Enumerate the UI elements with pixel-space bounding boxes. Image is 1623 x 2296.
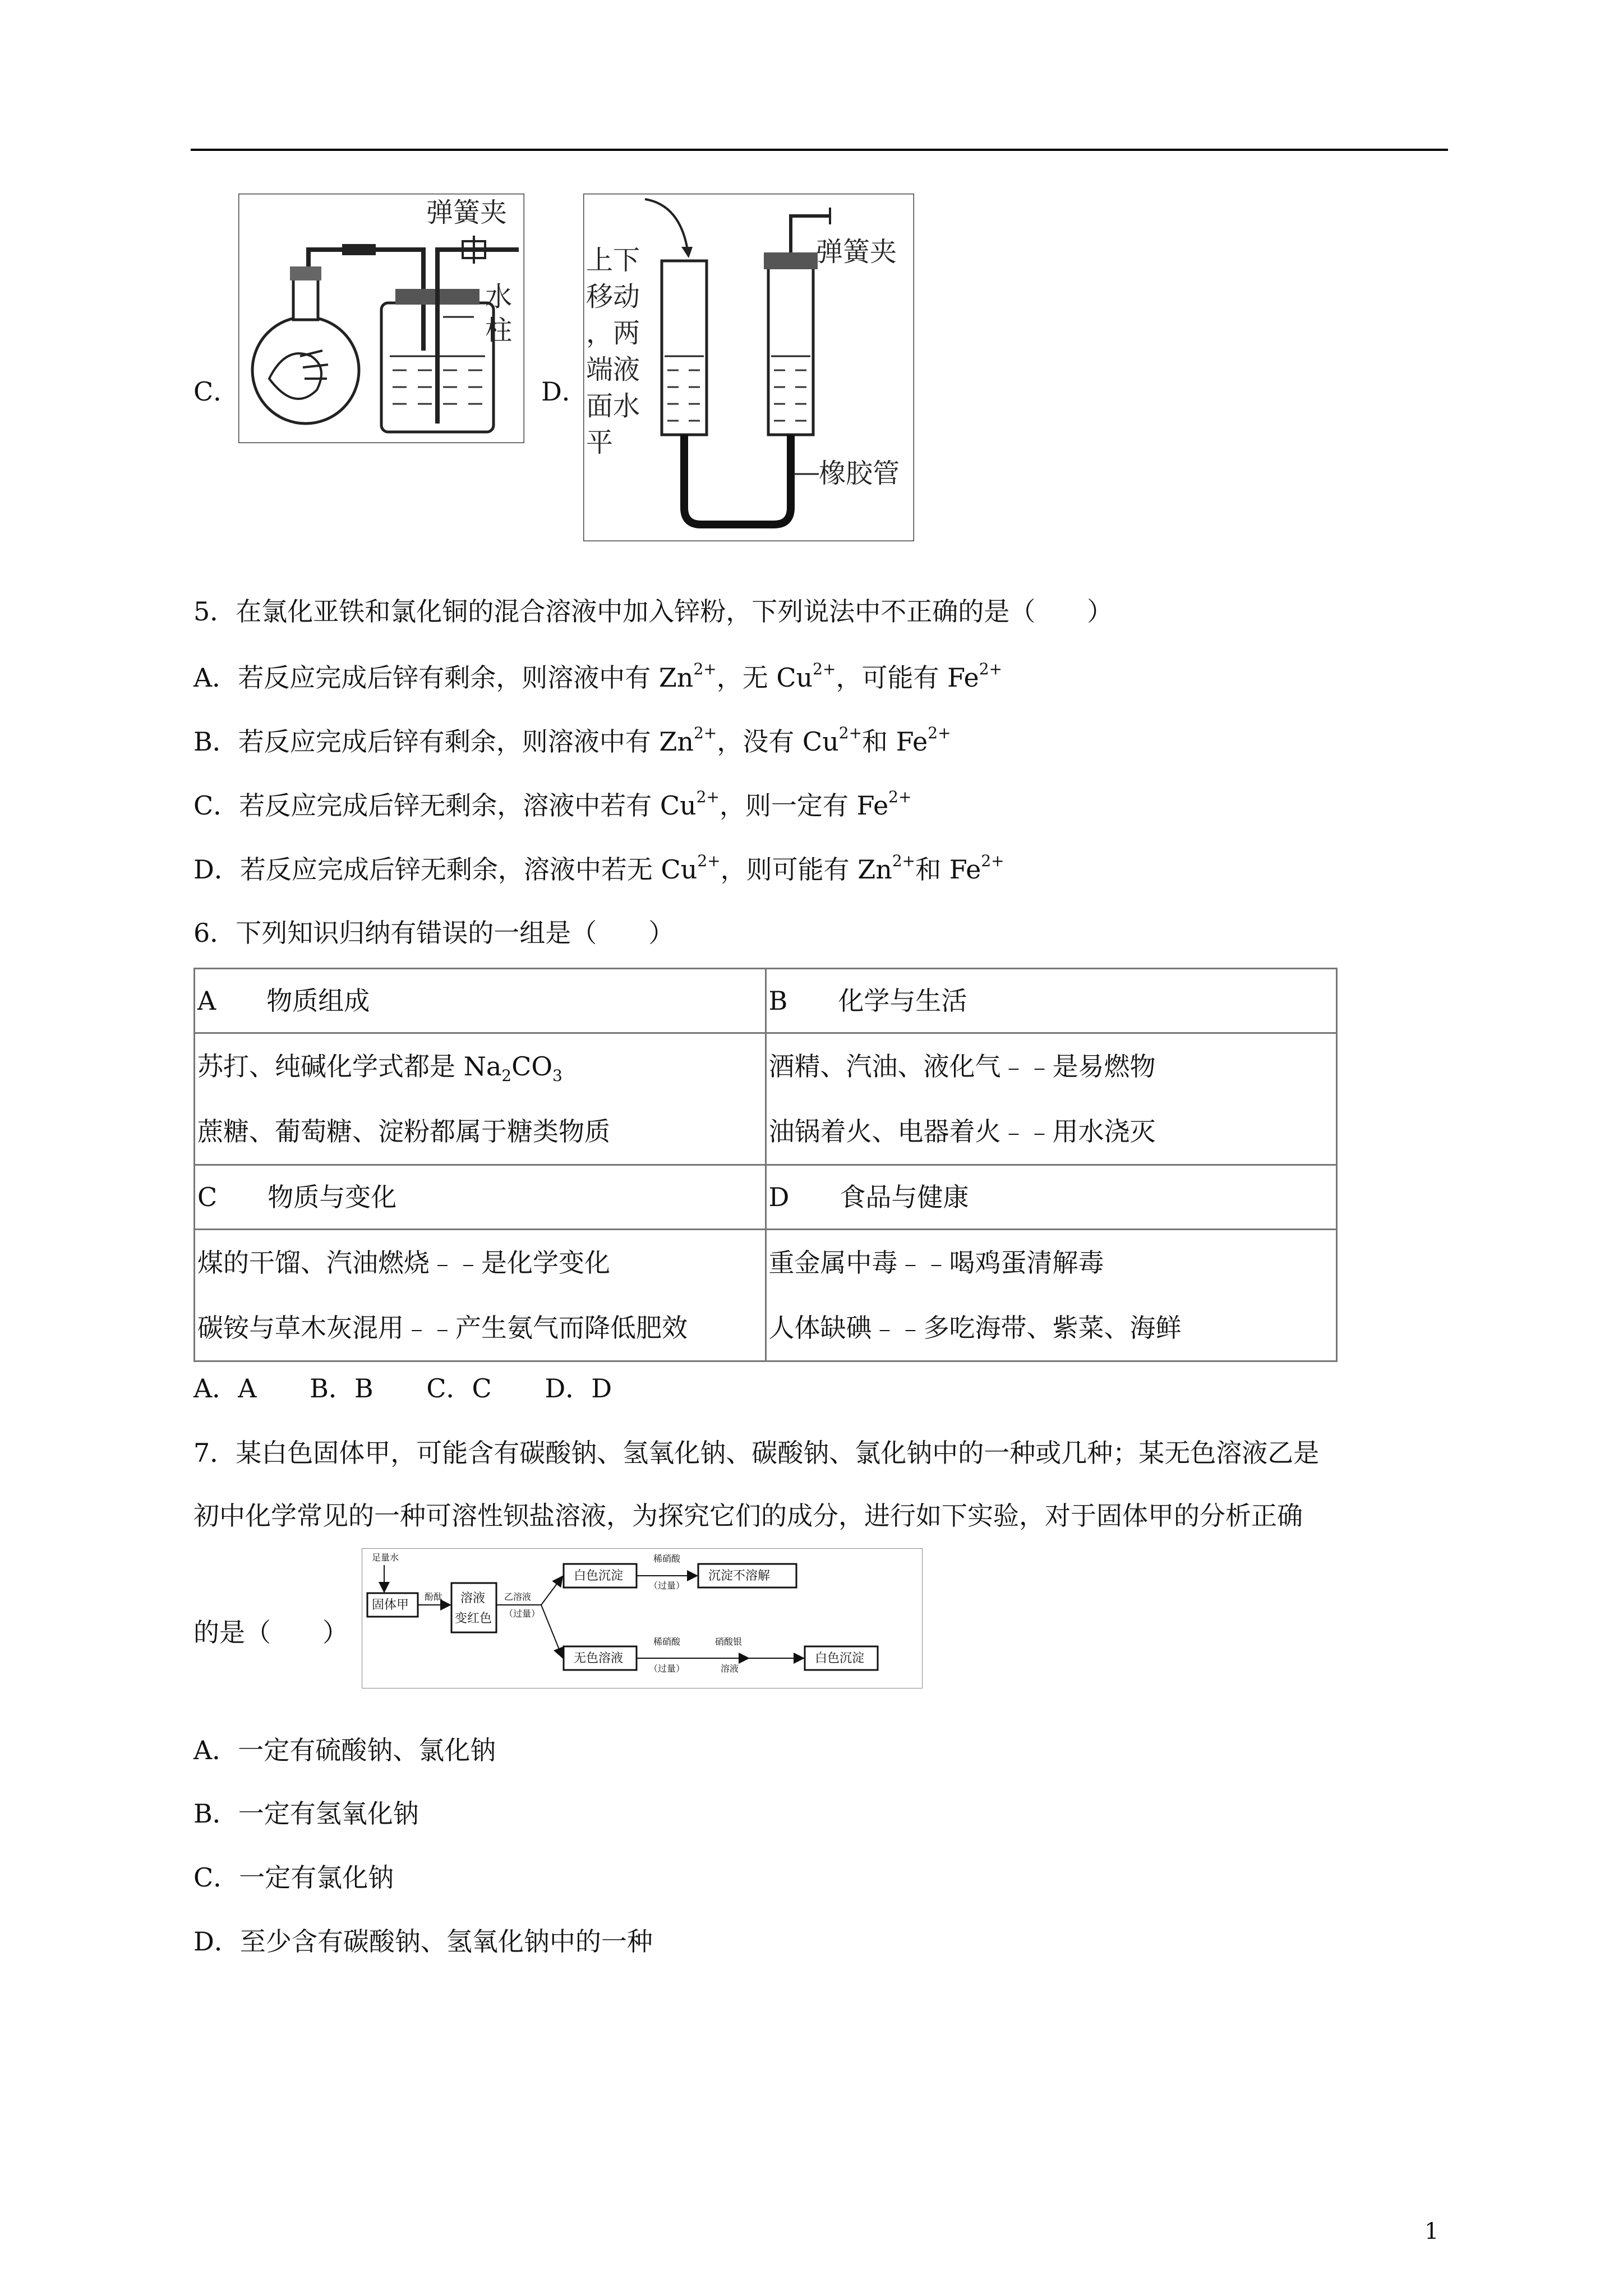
figure-c-apparatus [238,194,524,443]
q7-stem-line3: 的是（ ） [193,1617,348,1648]
table-body-b: 酒精、汽油、液化气﹣﹣是易燃物 油锅着火、电器着火﹣﹣用水浇灭 [766,1033,1337,1165]
flow-phenol: 酚酞 [425,1591,443,1602]
q6-stem: 6．下列知识归纳有错误的一组是（ ） [193,918,675,948]
flow-dil-acid1: 稀硝酸 [653,1553,681,1564]
header-rule [191,149,1448,151]
flow-white-ppt2: 白色沉淀 [815,1651,865,1665]
page-number: 1 [1424,2219,1439,2244]
q7-flowchart [362,1548,923,1688]
q5-option-a: A．若反应完成后锌有剩余，则溶液中有 $Zn^{2+}$，无 $Cu^{2+}$，可能有 $Fe^{2+}$ [193,660,1002,693]
d-move-text-2: 移动 [586,281,640,312]
d-spring-clamp-label: 弹簧夹 [816,236,897,268]
c-spring-clamp-label: 弹簧夹 [426,197,508,228]
q6-answers [193,1372,657,1405]
option-d-label: D． [541,376,588,407]
c-water-col-label-2: 柱 [485,315,513,346]
q7-stem-line2: 初中化学常见的一种可溶性钡盐溶液，为探究它们的成分，进行如下实验，对于固体甲的分析正确 [193,1501,1303,1531]
table-head-d: D 食品与健康 [766,1165,1337,1230]
d-move-text-4: 端液 [586,354,640,385]
q6-knowledge-table [193,968,1338,1362]
q5-stem: 5．在氯化亚铁和氯化铜的混合溶液中加入锌粉，下列说法中不正确的是（ ） [193,596,1113,627]
d-move-text-6: 平 [586,427,614,458]
flow-colorless: 无色溶液 [574,1651,624,1665]
d-move-text-1: 上下 [586,245,640,276]
flow-excess2: （过量） [649,1580,685,1591]
c-water-col-label-1: 水 [485,281,513,312]
flow-agno3-1: 硝酸银 [715,1636,743,1647]
q7-option-d: D．至少含有碳酸钠、氢氧化钠中的一种 [193,1926,653,1957]
table-body-c: 煤的干馏、汽油燃烧﹣﹣是化学变化 碳铵与草木灰混用﹣﹣产生氨气而降低肥效 [195,1230,766,1361]
flow-yi: 乙溶液 [504,1591,532,1602]
flow-excess1: （过量） [504,1608,541,1619]
table-head-a: A 物质组成 [195,969,766,1033]
d-rubber-tube-label: 橡胶管 [819,458,900,489]
q5-option-b: B．若反应完成后锌有剩余，则溶液中有 $Zn^{2+}$，没有 $Cu^{2+}$和 $Fe^{2+}$ [193,724,951,757]
q5-option-d: D．若反应完成后锌无剩余，溶液中若无 $Cu^{2+}$，则可能有 $Zn^{2+}$和 $Fe^{2+}$ [193,852,1004,885]
option-c-label: C． [193,376,239,407]
flow-solid: 固体甲 [372,1598,409,1612]
flow-sol-2: 变红色 [455,1612,492,1626]
q7-stem-line1: 7．某白色固体甲，可能含有碳酸钠、氢氧化钠、碳酸钠、氯化钠中的一种或几种；某无色溶液乙是 [193,1438,1320,1468]
q5-option-c: C．若反应完成后锌无剩余，溶液中若有 $Cu^{2+}$，则一定有 $Fe^{2+}$ [193,788,912,821]
table-head-b: B 化学与生活 [766,969,1337,1033]
flow-sol-1: 溶液 [460,1591,486,1605]
flow-insoluble: 沉淀不溶解 [708,1569,771,1583]
d-move-text-3: ，两 [586,318,640,349]
q6-answer-a: A．A [193,1373,257,1404]
flow-white-ppt: 白色沉淀 [574,1569,624,1583]
table-body-d: 重金属中毒﹣﹣喝鸡蛋清解毒 人体缺碘﹣﹣多吃海带、紫菜、海鲜 [766,1230,1337,1361]
q7-option-a: A．一定有硫酸钠、氯化钠 [193,1735,496,1765]
flow-dil-acid2: 稀硝酸 [653,1636,681,1647]
q6-answer-c: C．C [426,1373,492,1404]
q6-answer-d: D．D [545,1373,612,1404]
table-head-c: C 物质与变化 [195,1165,766,1230]
figure-d-apparatus [583,194,914,541]
flow-agno3-2: 溶液 [721,1663,739,1674]
q6-answer-b: B．B [310,1373,374,1404]
table-body-a: 苏打、纯碱化学式都是 $Na_2CO_3$ 蔗糖、葡萄糖、淀粉都属于糖类物质 [195,1033,766,1165]
flow-water: 足量水 [372,1552,399,1563]
flow-excess3: （过量） [649,1663,685,1674]
q7-option-b: B．一定有氢氧化钠 [193,1798,419,1829]
q7-option-c: C．一定有氯化钠 [193,1862,394,1893]
d-move-text-5: 面水 [586,390,640,422]
